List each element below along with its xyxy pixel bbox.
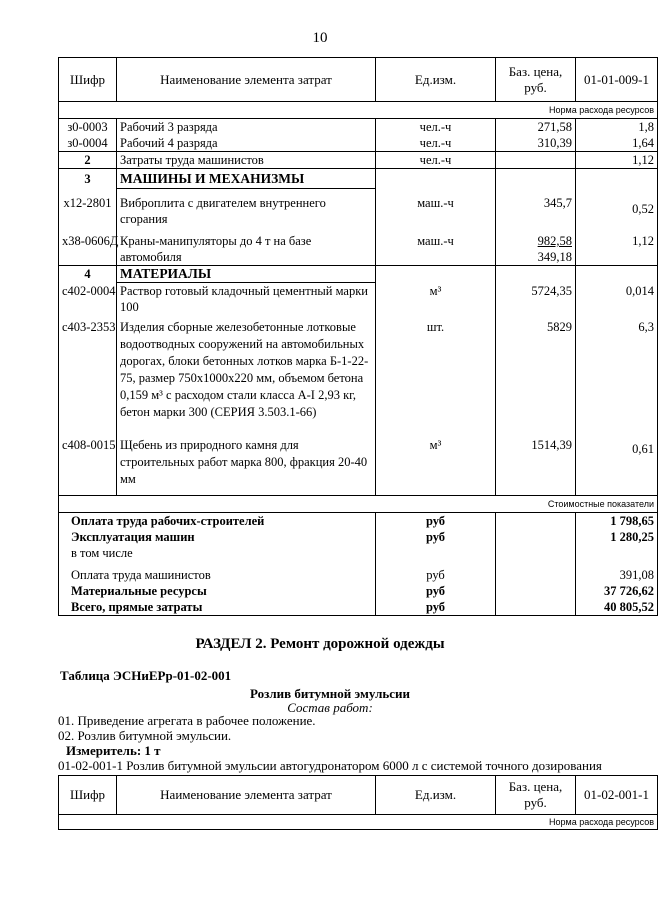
row-norm: 0,61 bbox=[576, 437, 658, 495]
row-unit: чел.-ч bbox=[376, 135, 496, 152]
row-name: Изделия сборные железобетонные лотковые водоотводных сооружений на автомобильных дорогах, блоки бетонных лотков марка Б-1-22-75, размер 750х1000х220 мм, объемом бетона 0,159 м³ с расходом стали класса А-I 2,93 кг, бетон марки 300 (СЕРИЯ 3.503.1-66) bbox=[117, 319, 376, 437]
cost-name: Оплата труда машинистов bbox=[59, 564, 376, 583]
table-row bbox=[59, 189, 658, 228]
row-name: Рабочий 3 разряда bbox=[117, 119, 376, 136]
table-header-row bbox=[59, 58, 658, 102]
cost-value: 391,08 bbox=[576, 564, 658, 583]
table-row bbox=[59, 283, 658, 320]
table-header-row bbox=[59, 776, 658, 815]
norm-label: Норма расхода ресурсов bbox=[59, 102, 658, 119]
row-norm: 1,12 bbox=[576, 227, 658, 266]
row-unit: шт. bbox=[376, 319, 496, 437]
col-price-header: Баз. цена, руб. bbox=[496, 776, 576, 815]
cost-row bbox=[59, 583, 658, 599]
cost-row bbox=[59, 545, 658, 564]
table-subtitle: Розлив битумной эмульсии bbox=[250, 686, 410, 701]
col-name-header: Наименование элемента затрат bbox=[117, 58, 376, 102]
row-norm: 1,12 bbox=[576, 152, 658, 169]
row-unit: маш.-ч bbox=[376, 189, 496, 228]
page-number: 10 bbox=[312, 30, 328, 46]
col-unit-header: Ед.изм. bbox=[376, 776, 496, 815]
table-name: Таблица ЭСНиЕРр-01-02-001 bbox=[60, 668, 232, 683]
cost-name: Всего, прямые затраты bbox=[59, 599, 376, 616]
row-code: з0-0004 bbox=[59, 135, 117, 152]
cost-name: Оплата труда рабочих-строителей bbox=[59, 512, 376, 529]
table-row bbox=[59, 437, 658, 495]
row-name: Рабочий 4 разряда bbox=[117, 135, 376, 152]
row-name: Виброплита с двигателем внутреннего сгорания bbox=[117, 189, 376, 228]
row-name: Краны-манипуляторы до 4 т на базе автомобиля bbox=[117, 227, 376, 266]
row-price: 5724,35 bbox=[496, 283, 576, 320]
col-norm-header: 01-01-009-1 bbox=[576, 58, 658, 102]
table-row bbox=[59, 119, 658, 136]
row-price bbox=[496, 152, 576, 169]
row-name: Раствор готовый кладочный цементный марки 100 bbox=[117, 283, 376, 320]
col-name-header: Наименование элемента затрат bbox=[117, 776, 376, 815]
row-unit: м³ bbox=[376, 437, 496, 495]
work-item: 02. Розлив битумной эмульсии. bbox=[58, 728, 232, 743]
col-price-header: Баз. цена, руб. bbox=[496, 58, 576, 102]
resource-table-2 bbox=[58, 775, 658, 830]
row-price: 1514,39 bbox=[496, 437, 576, 495]
cost-value: 1 798,65 bbox=[576, 512, 658, 529]
row-code: 2 bbox=[59, 152, 117, 169]
col-code-header: Шифр bbox=[59, 58, 117, 102]
work-composition-label: Состав работ: bbox=[287, 700, 373, 715]
row-name: Затраты труда машинистов bbox=[117, 152, 376, 169]
row-code: с408-0015 bbox=[59, 437, 117, 495]
row-price: 5829 bbox=[496, 319, 576, 437]
price-value-2: 349,18 bbox=[537, 250, 572, 264]
row-price bbox=[496, 227, 576, 266]
col-norm-header: 01-02-001-1 bbox=[576, 776, 658, 815]
cost-unit: руб bbox=[376, 599, 496, 616]
row-price: 271,58 bbox=[496, 119, 576, 136]
row-norm: 0,52 bbox=[576, 189, 658, 228]
cost-value: 1 280,25 bbox=[576, 529, 658, 545]
section-row bbox=[59, 169, 658, 189]
item-line: 01-02-001-1 Розлив битумной эмульсии автогудронатором 6000 л с системой точного дозирования bbox=[58, 758, 602, 773]
norm-label: Норма расхода ресурсов bbox=[59, 815, 658, 830]
section-heading: РАЗДЕЛ 2. Ремонт дорожной одежды bbox=[195, 636, 445, 652]
row-code: х38-0606Д bbox=[59, 227, 117, 266]
cost-row bbox=[59, 564, 658, 583]
row-unit: чел.-ч bbox=[376, 152, 496, 169]
measure: Измеритель: 1 т bbox=[66, 743, 161, 758]
cost-unit: руб bbox=[376, 564, 496, 583]
cost-row bbox=[59, 529, 658, 545]
row-norm: 6,3 bbox=[576, 319, 658, 437]
cost-row bbox=[59, 599, 658, 616]
cost-value: 40 805,52 bbox=[576, 599, 658, 616]
section-row bbox=[59, 266, 658, 283]
cost-unit: руб bbox=[376, 512, 496, 529]
row-code: 4 bbox=[59, 266, 117, 283]
cost-unit: руб bbox=[376, 529, 496, 545]
cost-name: в том числе bbox=[59, 545, 376, 564]
table-row bbox=[59, 152, 658, 169]
cost-name: Материальные ресурсы bbox=[59, 583, 376, 599]
row-code: с402-0004 bbox=[59, 283, 117, 320]
row-code: х12-2801 bbox=[59, 189, 117, 228]
row-unit: м³ bbox=[376, 283, 496, 320]
row-code: з0-0003 bbox=[59, 119, 117, 136]
row-norm: 0,014 bbox=[576, 283, 658, 320]
table-row bbox=[59, 319, 658, 437]
table-row bbox=[59, 227, 658, 266]
row-name: Щебень из природного камня для строительных работ марка 800, фракция 20-40 мм bbox=[117, 437, 376, 495]
cost-row bbox=[59, 512, 658, 529]
row-price: 310,39 bbox=[496, 135, 576, 152]
row-unit: маш.-ч bbox=[376, 227, 496, 266]
section-title: МАШИНЫ И МЕХАНИЗМЫ bbox=[117, 169, 376, 189]
cost-unit: руб bbox=[376, 583, 496, 599]
row-unit: чел.-ч bbox=[376, 119, 496, 136]
row-norm: 1,64 bbox=[576, 135, 658, 152]
cost-name: Эксплуатация машин bbox=[59, 529, 376, 545]
resource-table bbox=[58, 57, 658, 616]
row-code: 3 bbox=[59, 169, 117, 189]
cost-label: Стоимостные показатели bbox=[59, 495, 658, 512]
row-code: с403-2353 bbox=[59, 319, 117, 437]
section-title: МАТЕРИАЛЫ bbox=[117, 266, 376, 283]
row-price: 345,7 bbox=[496, 189, 576, 228]
table-row bbox=[59, 135, 658, 152]
work-item: 01. Приведение агрегата в рабочее положение. bbox=[58, 713, 316, 728]
price-value: 982,58 bbox=[537, 234, 572, 248]
col-unit-header: Ед.изм. bbox=[376, 58, 496, 102]
row-norm: 1,8 bbox=[576, 119, 658, 136]
col-code-header: Шифр bbox=[59, 776, 117, 815]
cost-value: 37 726,62 bbox=[576, 583, 658, 599]
